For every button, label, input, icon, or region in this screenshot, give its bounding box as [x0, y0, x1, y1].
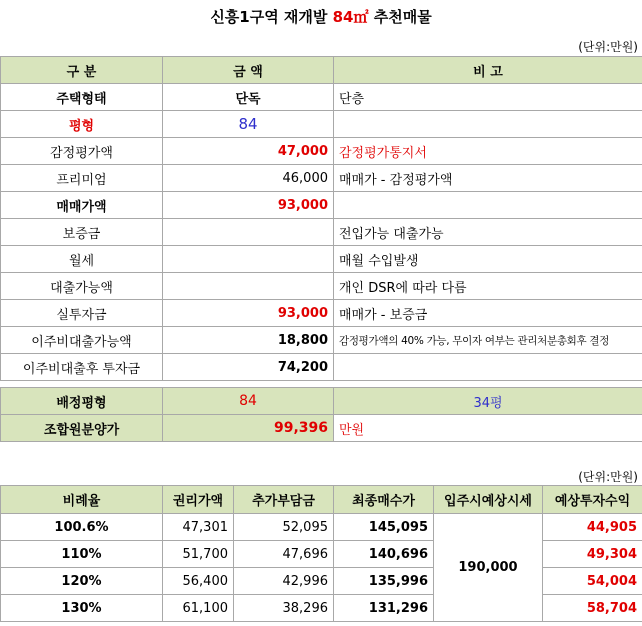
row-amount: 84: [163, 111, 334, 138]
unit-label: (단위:만원): [578, 40, 638, 54]
table-row: [1, 541, 642, 568]
row-investment-after-loan: [1, 354, 642, 381]
header-ratio: 비례율: [1, 486, 163, 514]
header-extra-cost: 추가부담금: [234, 486, 334, 514]
header-right-value: 권리가액: [163, 486, 234, 514]
row-label: 감정평가액: [1, 138, 163, 165]
unit-label-2: (단위:만원): [578, 470, 638, 484]
right-value-cell: 61,100: [163, 595, 234, 622]
row-actual-investment: [1, 300, 642, 327]
page-title: [0, 0, 642, 36]
row-label: 실투자금: [1, 300, 163, 327]
row-house-type: [1, 84, 642, 111]
header-category: 구 분: [1, 57, 163, 84]
row-amount: 93,000: [163, 300, 334, 327]
header-expected-market-price: 입주시예상시세: [434, 486, 543, 514]
table-row: [1, 514, 642, 541]
row-label: 대출가능액: [1, 273, 163, 300]
row-deposit: [1, 219, 642, 246]
row-note: 매매가 - 보증금: [334, 300, 642, 327]
title-suffix: 추천매물: [368, 8, 432, 26]
row-amount: 74,200: [163, 354, 334, 381]
row-label: 평형: [1, 111, 163, 138]
ratio-cell: 110%: [1, 541, 163, 568]
header-final-price: 최종매수가: [334, 486, 434, 514]
right-value-cell: 47,301: [163, 514, 234, 541]
profit-cell: 58,704: [543, 595, 642, 622]
right-value-cell: 51,700: [163, 541, 234, 568]
row-amount: 47,000: [163, 138, 334, 165]
row-label: 배정평형: [1, 388, 163, 415]
final-price-cell: 131,296: [334, 595, 434, 622]
row-label: 보증금: [1, 219, 163, 246]
row-amount: 93,000: [163, 192, 334, 219]
row-amount: 단독: [163, 84, 334, 111]
row-amount: [163, 273, 334, 300]
row-note: [334, 111, 642, 138]
table-row: [1, 595, 642, 622]
row-note: 만원: [334, 415, 642, 442]
row-assigned-size: [1, 388, 642, 415]
row-relocation-loan: [1, 327, 642, 354]
row-label: 월세: [1, 246, 163, 273]
row-premium: [1, 165, 642, 192]
row-amount: 99,396: [163, 415, 334, 442]
title-main: 신흥1구역 재개발: [210, 8, 333, 26]
row-label: 이주비대출가능액: [1, 327, 163, 354]
extra-cost-cell: 52,095: [234, 514, 334, 541]
row-loan-available: [1, 273, 642, 300]
table-row: [1, 568, 642, 595]
profit-cell: 44,905: [543, 514, 642, 541]
row-note: 감정평가액의 40% 가능, 무이자 여부는 관리처분총회후 결정: [334, 327, 642, 354]
extra-cost-cell: 47,696: [234, 541, 334, 568]
row-note: [334, 192, 642, 219]
row-sale-price: [1, 192, 642, 219]
row-label: 매매가액: [1, 192, 163, 219]
row-appraisal: [1, 138, 642, 165]
ratio-cell: 130%: [1, 595, 163, 622]
row-label: 조합원분양가: [1, 415, 163, 442]
row-amount: 84: [163, 388, 334, 415]
header-note: 비 고: [334, 57, 642, 84]
final-price-cell: 145,095: [334, 514, 434, 541]
row-note: 단층: [334, 84, 642, 111]
ratio-cell: 100.6%: [1, 514, 163, 541]
summary-table: [0, 56, 642, 442]
row-label: 주택형태: [1, 84, 163, 111]
row-note: 개인 DSR에 따라 다름: [334, 273, 642, 300]
row-note: 전입가능 대출가능: [334, 219, 642, 246]
row-note: 감정평가통지서: [334, 138, 642, 165]
profit-cell: 49,304: [543, 541, 642, 568]
row-monthly-rent: [1, 246, 642, 273]
profit-cell: 54,004: [543, 568, 642, 595]
final-price-cell: 140,696: [334, 541, 434, 568]
row-amount: 18,800: [163, 327, 334, 354]
row-note: 매매가 - 감정평가액: [334, 165, 642, 192]
row-note: 매월 수입발생: [334, 246, 642, 273]
summary-header-row: [1, 57, 642, 84]
row-note: [334, 354, 642, 381]
extra-cost-cell: 38,296: [234, 595, 334, 622]
row-size: [1, 111, 642, 138]
header-amount: 금 액: [163, 57, 334, 84]
row-label: 이주비대출후 투자금: [1, 354, 163, 381]
scenario-header-row: [1, 486, 642, 514]
row-note: 34평: [334, 388, 642, 415]
final-price-cell: 135,996: [334, 568, 434, 595]
extra-cost-cell: 42,996: [234, 568, 334, 595]
row-amount: [163, 219, 334, 246]
row-union-price: [1, 415, 642, 442]
right-value-cell: 56,400: [163, 568, 234, 595]
row-amount: [163, 246, 334, 273]
ratio-cell: 120%: [1, 568, 163, 595]
title-size: 84㎡: [332, 8, 369, 26]
scenario-table: [0, 485, 642, 622]
row-label: 프리미엄: [1, 165, 163, 192]
expected-market-price-cell: 190,000: [434, 514, 543, 622]
header-expected-profit: 예상투자수익: [543, 486, 642, 514]
row-amount: 46,000: [163, 165, 334, 192]
